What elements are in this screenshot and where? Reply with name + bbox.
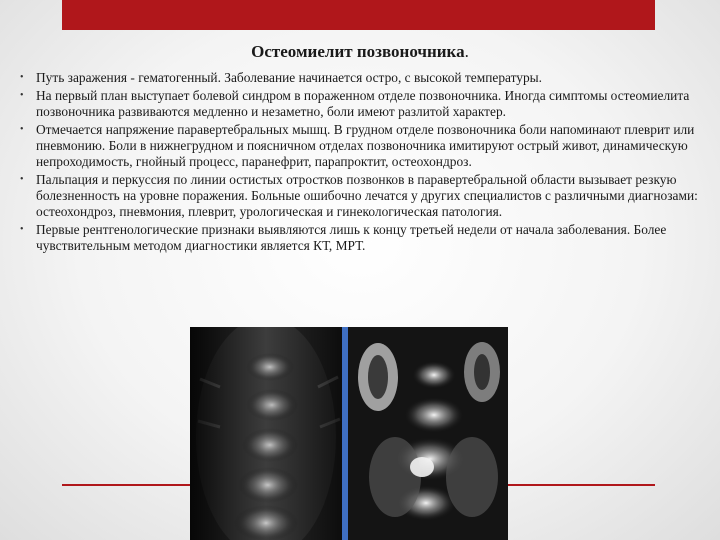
bullet-marker: • [20,224,24,235]
bullet-item [20,88,700,120]
mri-image [348,327,508,540]
bullet-item [20,122,700,170]
bullet-item [20,222,700,254]
title-accent-bar [62,0,655,30]
bullet-text: На первый план выступает болевой синдром в пораженном отделе позвоночника. Иногда симптомы остеомиелита позвоночника развиваются медленно и незаметно, боли имеют разлитой характер. [36,88,690,119]
bottom-rule-left [62,484,190,486]
bullet-text: Пальпация и перкуссия по линии остистых отростков позвонков в паравертебральной области вызывает резкую болезненность на уровне поражения. Больные ошибочно лечатся у других специалистов с различными диагнозами: остеохондроз, пневмония, плеврит, урологическая и гинекологическая патология. [36,172,698,219]
bottom-rule-right [508,484,655,486]
xray-image [190,327,342,540]
slide-title [0,42,720,62]
bullet-list [20,70,700,256]
bullet-marker: • [20,174,24,185]
spine-imaging-panel [190,327,508,540]
bullet-text: Первые рентгенологические признаки выявляются лишь к концу третьей недели от начала заболевания. Более чувствительным методом диагностики является КТ, МРТ. [36,222,667,253]
bullet-marker: • [20,90,24,101]
bullet-marker: • [20,124,24,135]
bullet-item [20,70,700,86]
spine-imaging-graphic [190,327,508,540]
image-divider [342,327,348,540]
bullet-text: Путь заражения - гематогенный. Заболевание начинается остро, с высокой температуры. [36,70,543,85]
slide-title-period: . [464,42,469,61]
bullet-marker: • [20,72,24,83]
bullet-text: Отмечается напряжение паравертебральных мышц. В грудном отделе позвоночника боли напоминают плеврит или пневмонию. Боли в нижнегрудном и поясничном отделах позвоночника имитируют острый живот, динамическую непроходимость, гнойный процесс, паранефрит, парапроктит, остеохондроз. [36,122,695,169]
slide-title-text: Остеомиелит позвоночника [251,42,465,61]
bullet-item [20,172,700,220]
